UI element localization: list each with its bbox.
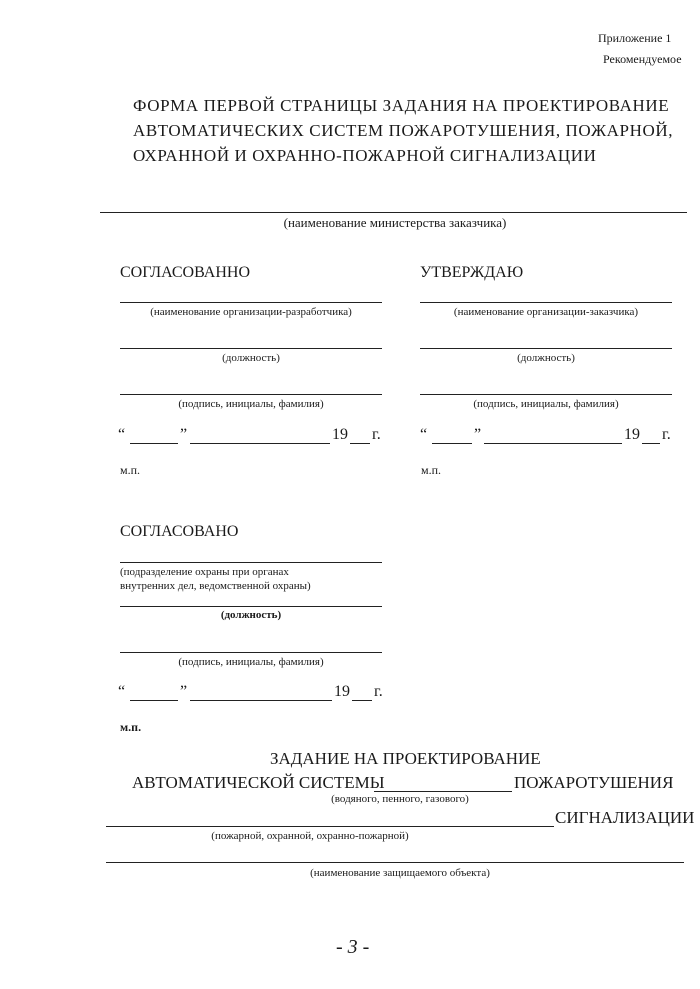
protected-object-caption: (наименование защищаемого объекта): [310, 867, 490, 879]
right-date-day-line[interactable]: [432, 443, 472, 444]
system-prefix: АВТОМАТИЧЕСКОЙ СИСТЕМЫ: [132, 773, 385, 792]
appendix-label: Приложение 1: [598, 31, 672, 45]
right-date-open-quote: “: [420, 426, 428, 443]
left-date-month-line[interactable]: [190, 443, 330, 444]
right-date-year: 19: [624, 426, 640, 443]
extinguishing-type-caption: (водяного, пенного, газового): [331, 793, 469, 805]
lower-signature-line[interactable]: [120, 652, 382, 653]
left-date-open-quote: “: [118, 426, 126, 443]
lower-date-year-line[interactable]: [352, 700, 372, 701]
agreed-heading-lower: СОГЛАСОВАНО: [120, 523, 239, 540]
right-date-year-line[interactable]: [642, 443, 660, 444]
left-signature-line[interactable]: [120, 394, 382, 395]
form-title-line-1: ФОРМА ПЕРВОЙ СТРАНИЦЫ ЗАДАНИЯ НА ПРОЕКТИРОВАНИЕ: [133, 96, 670, 115]
lower-date-open-quote: “: [118, 683, 126, 700]
right-date-close-quote: ”: [474, 426, 482, 443]
page-number: - 3 -: [336, 936, 370, 958]
system-suffix: ПОЖАРОТУШЕНИЯ: [514, 773, 674, 792]
lower-date-year: 19: [334, 683, 350, 700]
right-signature-line[interactable]: [420, 394, 672, 395]
lower-date-close-quote: ”: [180, 683, 188, 700]
right-stamp-label: м.п.: [421, 463, 442, 477]
left-date-close-quote: ”: [180, 426, 188, 443]
approve-heading: УТВЕРЖДАЮ: [420, 264, 524, 281]
left-date-day-line[interactable]: [130, 443, 178, 444]
security-unit-line[interactable]: [120, 562, 382, 563]
recommended-label: Рекомендуемое: [603, 52, 682, 66]
task-title: ЗАДАНИЕ НА ПРОЕКТИРОВАНИЕ: [270, 749, 541, 768]
customer-org-caption: (наименование организации-заказчика): [453, 306, 639, 318]
lower-position-line[interactable]: [120, 606, 382, 607]
lower-date-month-line[interactable]: [190, 700, 332, 701]
left-date-year-line[interactable]: [350, 443, 370, 444]
ministry-caption: (наименование министерства заказчика): [283, 215, 507, 230]
protected-object-line[interactable]: [106, 862, 684, 863]
lower-date-year-suffix: г.: [374, 683, 383, 700]
customer-org-line[interactable]: [420, 302, 672, 303]
developer-org-line[interactable]: [120, 302, 382, 303]
lower-signature-caption: (подпись, инициалы, фамилия): [178, 656, 324, 668]
extinguishing-type-line[interactable]: [374, 791, 512, 792]
form-title-line-3: ОХРАННОЙ И ОХРАННО-ПОЖАРНОЙ СИГНАЛИЗАЦИИ: [133, 146, 597, 165]
alarm-type-line[interactable]: [106, 826, 554, 827]
right-date-year-suffix: г.: [662, 426, 671, 443]
security-unit-caption-2: внутренних дел, ведомственной охраны): [120, 580, 311, 592]
left-signature-caption: (подпись, инициалы, фамилия): [178, 398, 324, 410]
left-date-year-suffix: г.: [372, 426, 381, 443]
security-unit-caption-1: (подразделение охраны при органах: [120, 566, 289, 578]
alarm-suffix: СИГНАЛИЗАЦИИ: [555, 808, 695, 827]
lower-date-day-line[interactable]: [130, 700, 178, 701]
right-signature-caption: (подпись, инициалы, фамилия): [473, 398, 619, 410]
alarm-type-caption: (пожарной, охранной, охранно-пожарной): [211, 830, 409, 842]
right-position-caption: (должность): [517, 352, 575, 364]
left-position-caption: (должность): [222, 352, 280, 364]
right-date-month-line[interactable]: [484, 443, 622, 444]
left-position-line[interactable]: [120, 348, 382, 349]
form-title-line-2: АВТОМАТИЧЕСКИХ СИСТЕМ ПОЖАРОТУШЕНИЯ, ПОЖАРНОЙ,: [133, 121, 674, 140]
ministry-field-line[interactable]: [100, 212, 687, 213]
agreed-heading-left: СОГЛАСОВАННО: [120, 264, 250, 281]
lower-stamp-label: м.п.: [120, 720, 142, 734]
right-position-line[interactable]: [420, 348, 672, 349]
lower-position-caption: (должность): [220, 609, 282, 621]
left-date-year: 19: [332, 426, 348, 443]
developer-org-caption: (наименование организации-разработчика): [150, 306, 352, 318]
left-stamp-label: м.п.: [120, 463, 141, 477]
